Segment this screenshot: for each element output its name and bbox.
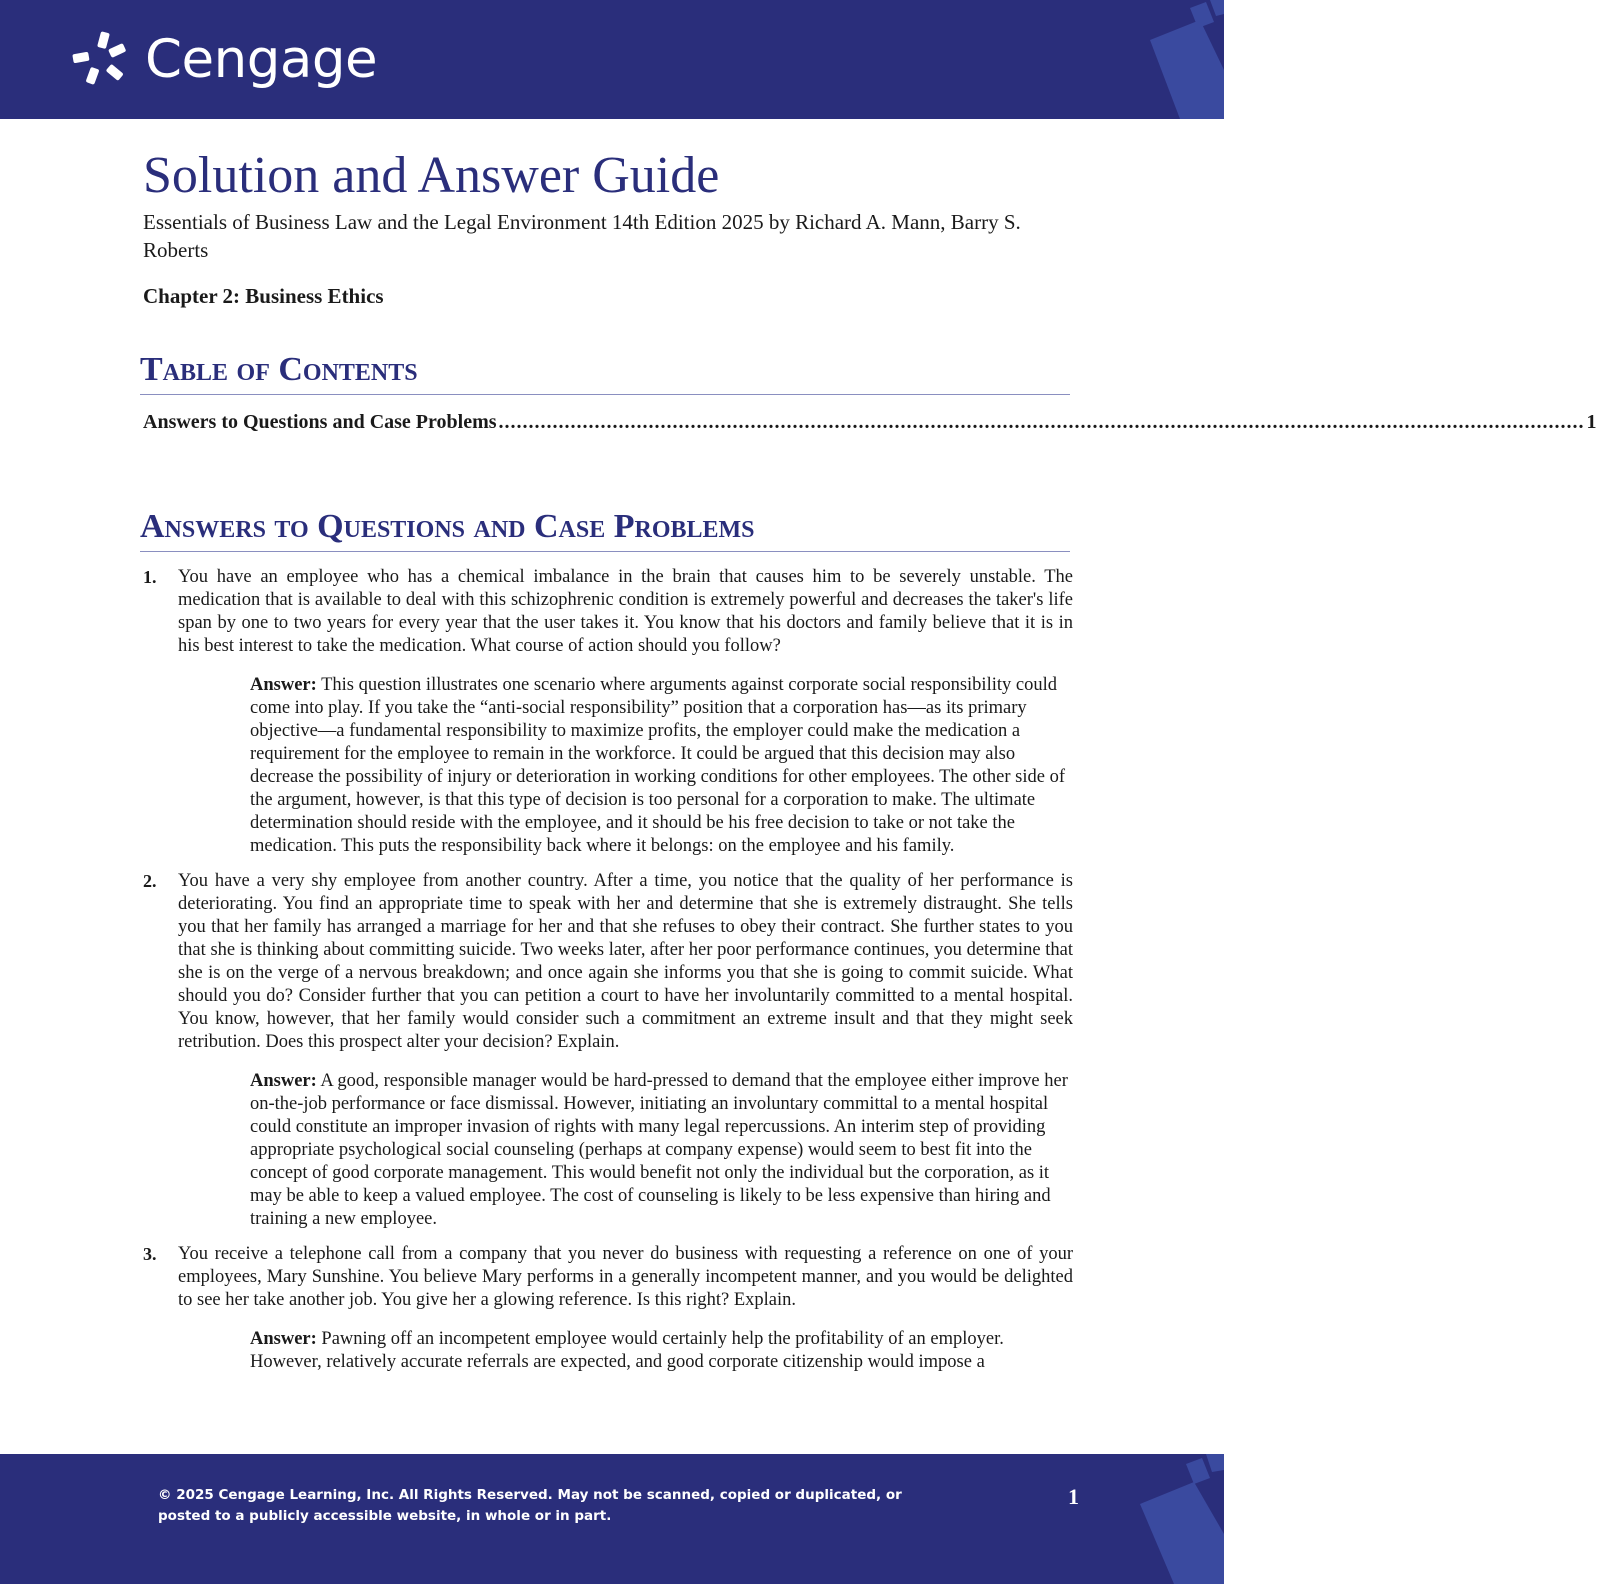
decorative-shape-icon [1130,1454,1224,1584]
toc-entry-page[interactable]: 1 [1586,411,1597,433]
answer-block [250,1070,1070,1231]
header-band [0,0,1224,119]
answer-text: A good, responsible manager would be hard-pressed to demand that the employee either improve her on-the-job performance or face dismissal. However, initiating an involuntary committal to a mental hospital could constitute an improper invasion of rights with many legal repercussions. An interim step of providing appropriate psychological social counseling (perhaps at company expense) would seem to best fit into the concept of good corporate management. This would benefit not only the individual but the corporation, as it may be able to keep a valued employee. The cost of counseling is likely to be less expensive than hiring and training a new employee. [250,1071,1068,1229]
answer-label: Answer: [250,1071,317,1091]
toc-entry-label[interactable]: Answers to Questions and Case Problems [143,411,497,433]
document-title: Solution and Answer Guide [143,147,720,204]
answers-heading: Answers to Questions and Case Problems [140,507,1070,552]
question-text: You have a very shy employee from another country. After a time, you notice that the quality of her performance is deteriorating. You find an appropriate time to speak with her and determine that she is extremely distraught. She tells you that her family has arranged a marriage for her and that she refuses to obey their contract. She further states to you that she is thinking about committing suicide. Two weeks later, after her poor performance continues, you determine that she is on the verge of a nervous breakdown; and once again she informs you that she is going to commit suicide. What should you do? Consider further that you can petition a court to have her involuntarily committed to a mental hospital. You know, however, that her family would consider such a commitment an extreme insult and that they might seek retribution. Does this prospect alter your decision? Explain. [178,871,1073,1052]
qa-item-3 [143,1243,1073,1374]
footer-band [0,1454,1224,1584]
question-number: 3. [143,1244,157,1264]
qa-item-1 [143,566,1073,858]
question-text: You have an employee who has a chemical imbalance in the brain that causes him to be severely unstable. The medication that is available to deal with this schizophrenic condition is extremely powerful and decreases the taker's life span by one to two years for every year that the user takes it. You know that his doctors and family believe that it is in his best interest to take the medication. What course of action should you follow? [178,567,1073,656]
cengage-burst-icon [73,30,133,90]
cengage-logo [73,30,377,90]
document-body [140,146,1597,1386]
decorative-shape-icon [1140,0,1224,119]
chapter-title: Chapter 2: Business Ethics [143,284,384,308]
brand-name: Cengage [145,29,378,90]
copyright-notice: © 2025 Cengage Learning, Inc. All Rights Reserved. May not be scanned, copied or duplicated, or posted to a publicly accessible website, in whole or in part. [158,1487,902,1524]
question-number: 2. [143,871,157,891]
answer-label: Answer: [250,1329,317,1349]
qa-list [143,566,1073,1374]
answer-text: This question illustrates one scenario where arguments against corporate social responsibility could come into play. If you take the “anti-social responsibility” position that a corporation has—as its primary objective—a fundamental responsibility to maximize profits, the employer could make the medication a requirement for the employee to remain in the workforce. It could be argued that this decision may also decrease the possibility of injury or deterioration in working conditions for other employees. The other side of the argument, however, is that this type of decision is too personal for a corporation to make. The ultimate determination should reside with the employee, and it should be his free decision to take or not take the medication. This puts the responsibility back where it belongs: on the employee and his family. [250,675,1065,856]
answer-text: Pawning off an incompetent employee would certainly help the profitability of an employer. However, relatively accurate referrals are expected, and good corporate citizenship would impose a [250,1329,1004,1372]
toc-heading: Table of Contents [140,350,1070,395]
answer-block [250,674,1070,858]
document-subtitle: Essentials of Business Law and the Legal Environment 14th Edition 2025 by Richard A. Mann, Barry S. Roberts [143,210,1021,262]
toc-entry[interactable] [143,409,1597,435]
page-number: 1 [1068,1484,1079,1509]
question-number: 1. [143,567,157,587]
qa-item-2 [143,870,1073,1231]
answer-label: Answer: [250,675,317,695]
question-text: You receive a telephone call from a company that you never do business with requesting a reference on one of your employees, Mary Sunshine. You believe Mary performs in a generally incompetent manner, and you would be delighted to see her take another job. You give her a glowing reference. Is this right? Explain. [178,1244,1073,1310]
answer-block [250,1328,1070,1374]
toc-leader-dots: ..................................................................................................................................................................................... [498,411,1585,433]
